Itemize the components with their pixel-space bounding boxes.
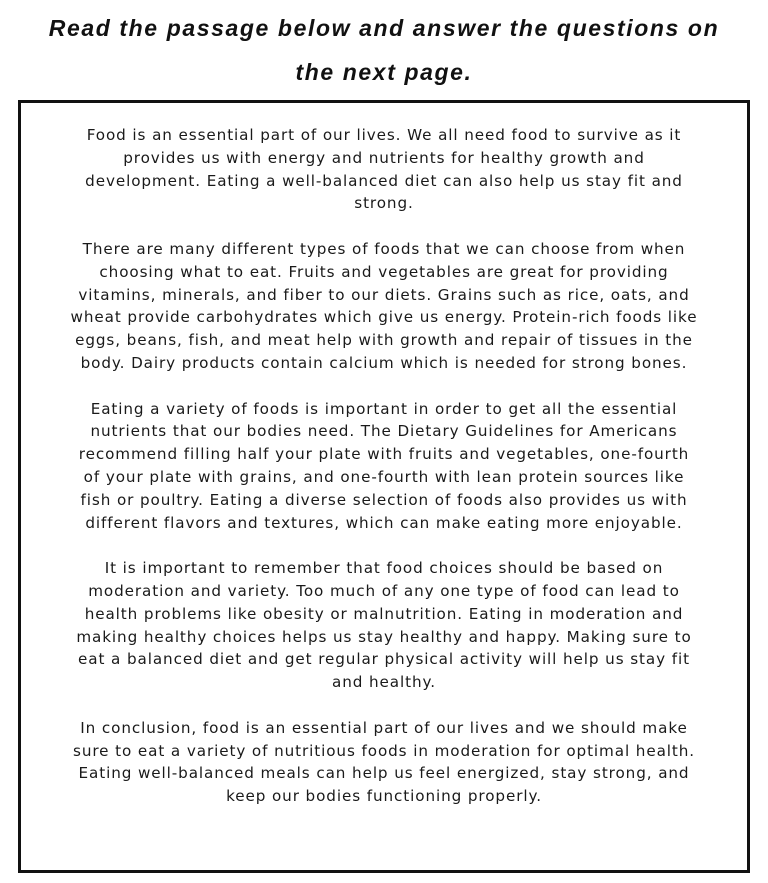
paragraph-food-types — [21, 238, 747, 375]
reading-passage — [21, 124, 747, 831]
text-line: health problems like obesity or malnutrition. Eating in moderation and — [84, 604, 684, 623]
text-line: eat a balanced diet and get regular physical activity will help us stay fit — [78, 650, 690, 669]
instructions-line-2: the next page. — [295, 59, 473, 85]
text-line: development. Eating a well-balanced diet can also help us stay fit and — [85, 171, 683, 190]
text-line: Eating a variety of foods is important in order to get all the essential — [90, 399, 678, 418]
paragraph-conclusion — [21, 717, 747, 808]
paragraph-moderation — [21, 557, 747, 694]
text-line: moderation and variety. Too much of any one type of food can lead to — [88, 581, 680, 600]
text-line: Eating well-balanced meals can help us feel energized, stay strong, and — [78, 764, 690, 783]
text-line: and healthy. — [332, 673, 436, 692]
text-line: wheat provide carbohydrates which give us energy. Protein-rich foods like — [70, 308, 698, 327]
text-line: strong. — [354, 194, 414, 213]
text-line: Food is an essential part of our lives. We all need food to survive as it — [86, 126, 682, 144]
text-line: recommend filling half your plate with fruits and vegetables, one-fourth — [78, 445, 690, 464]
paragraph-introduction — [21, 124, 747, 215]
text-line: It is important to remember that food choices should be based on — [104, 559, 664, 578]
instructions-line-1: Read the passage below and answer the questions on — [48, 15, 720, 41]
text-line: fish or poultry. Eating a diverse selection of foods also provides us with — [80, 490, 688, 509]
text-line: different flavors and textures, which can make eating more enjoyable. — [85, 513, 683, 532]
text-line: making healthy choices helps us stay healthy and happy. Making sure to — [76, 627, 692, 646]
text-line: nutrients that our bodies need. The Dietary Guidelines for Americans — [90, 422, 678, 441]
text-line: vitamins, minerals, and fiber to our diets. Grains such as rice, oats, and — [78, 285, 690, 304]
text-line: There are many different types of foods that we can choose from when — [82, 239, 686, 258]
text-line: In conclusion, food is an essential part of our lives and we should make — [80, 718, 688, 737]
instructions-heading — [0, 6, 768, 94]
paragraph-variety — [21, 398, 747, 535]
text-line: eggs, beans, fish, and meat help with growth and repair of tissues in the — [75, 331, 693, 350]
text-line: keep our bodies functioning properly. — [226, 787, 542, 806]
text-line: sure to eat a variety of nutritious foods in moderation for optimal health. — [73, 741, 695, 760]
text-line: provides us with energy and nutrients for healthy growth and — [123, 148, 645, 167]
text-line: of your plate with grains, and one-fourth with lean protein sources like — [83, 467, 685, 486]
text-line: body. Dairy products contain calcium which is needed for strong bones. — [80, 353, 688, 372]
passage-box — [18, 100, 750, 873]
text-line: choosing what to eat. Fruits and vegetables are great for providing — [99, 262, 669, 281]
